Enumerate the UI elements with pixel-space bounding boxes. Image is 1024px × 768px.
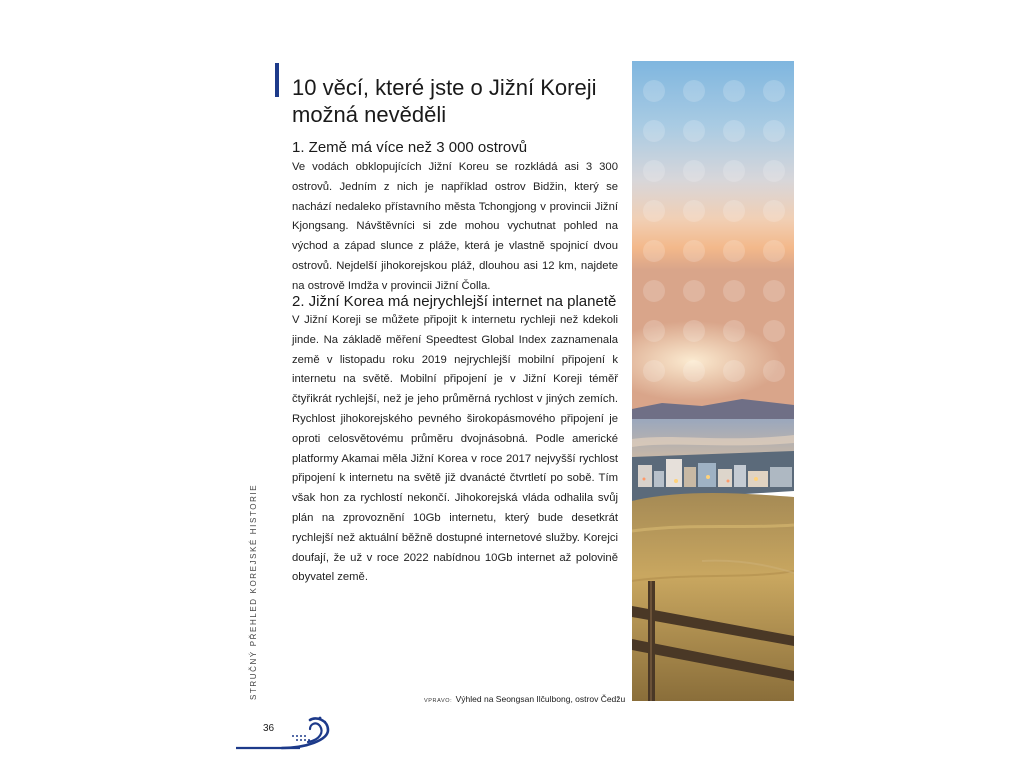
side-running-title: STRUČNÝ PŘEHLED KOREJSKÉ HISTORIE <box>249 483 258 700</box>
photo-caption <box>424 694 626 704</box>
page-number: 36 <box>263 723 275 734</box>
wave-swirl-icon <box>236 712 332 752</box>
section-1-heading: 1. Země má více než 3 000 ostrovů <box>292 139 528 156</box>
section-2-heading: 2. Jižní Korea má nejrychlejší internet na planetě <box>292 293 617 310</box>
page-title: 10 věcí, které jste o Jižní Koreji možná nevěděli <box>292 75 597 127</box>
caption-text: Výhled na Seongsan Ilčulbong, ostrov Čedžu <box>455 694 626 704</box>
title-accent-bar <box>275 63 279 97</box>
seongsan-landscape-photo <box>632 61 794 701</box>
caption-prefix: VPRAVO: <box>424 698 453 704</box>
section-2-body: V Jižní Koreji se můžete připojit k internetu rychleji než kdekoli jinde. Na základě měření Speedtest Global Index zaznamenala země v listopadu roku 2019 nejrychlejší mobilní připojení k internetu na světě. Mobilní připojení je v Jižní Koreji téměř čtyřikrát rychlejší, než je jeho průměrná rychlost v jiných zemích. Rychlost jihokorejského pevného širokopásmového připojení je oproti celosvětovému průměru dvojnásobná. Podle americké platformy Akamai měla Jižní Korea v roce 2017 nejvyšší rychlost připojení k internetu na světě již dvanácté čtvrtletí po sobě. Tím však hon za rychlostí nekončí. Jihokorejská vláda odhalila svůj plán na zprovoznění 10Gb internetu, který bude desetkrát rychlejší než aktuální běžně dostupné internetové služby. Korejci doufají, že už v roce 2022 nabídnou 10Gb internet až polovině obyvatel země. <box>292 314 618 584</box>
section-1-body: Ve vodách obklopujících Jižní Koreu se rozkládá asi 3 300 ostrovů. Jedním z nich je například ostrov Bidžin, který se nachází nedaleko přístavního města Tchongjong v provincii Jižní Kjongsang. Návštěvníci si zde mohou vychutnat pohled na východ a západ slunce z pláže, která je vlastně spojnicí dvou ostrovů. Nejdelší jihokorejskou pláž, dlouhou asi 12 km, najdete na ostrově Imdža v provincii Jižní Čolla. <box>292 161 618 292</box>
